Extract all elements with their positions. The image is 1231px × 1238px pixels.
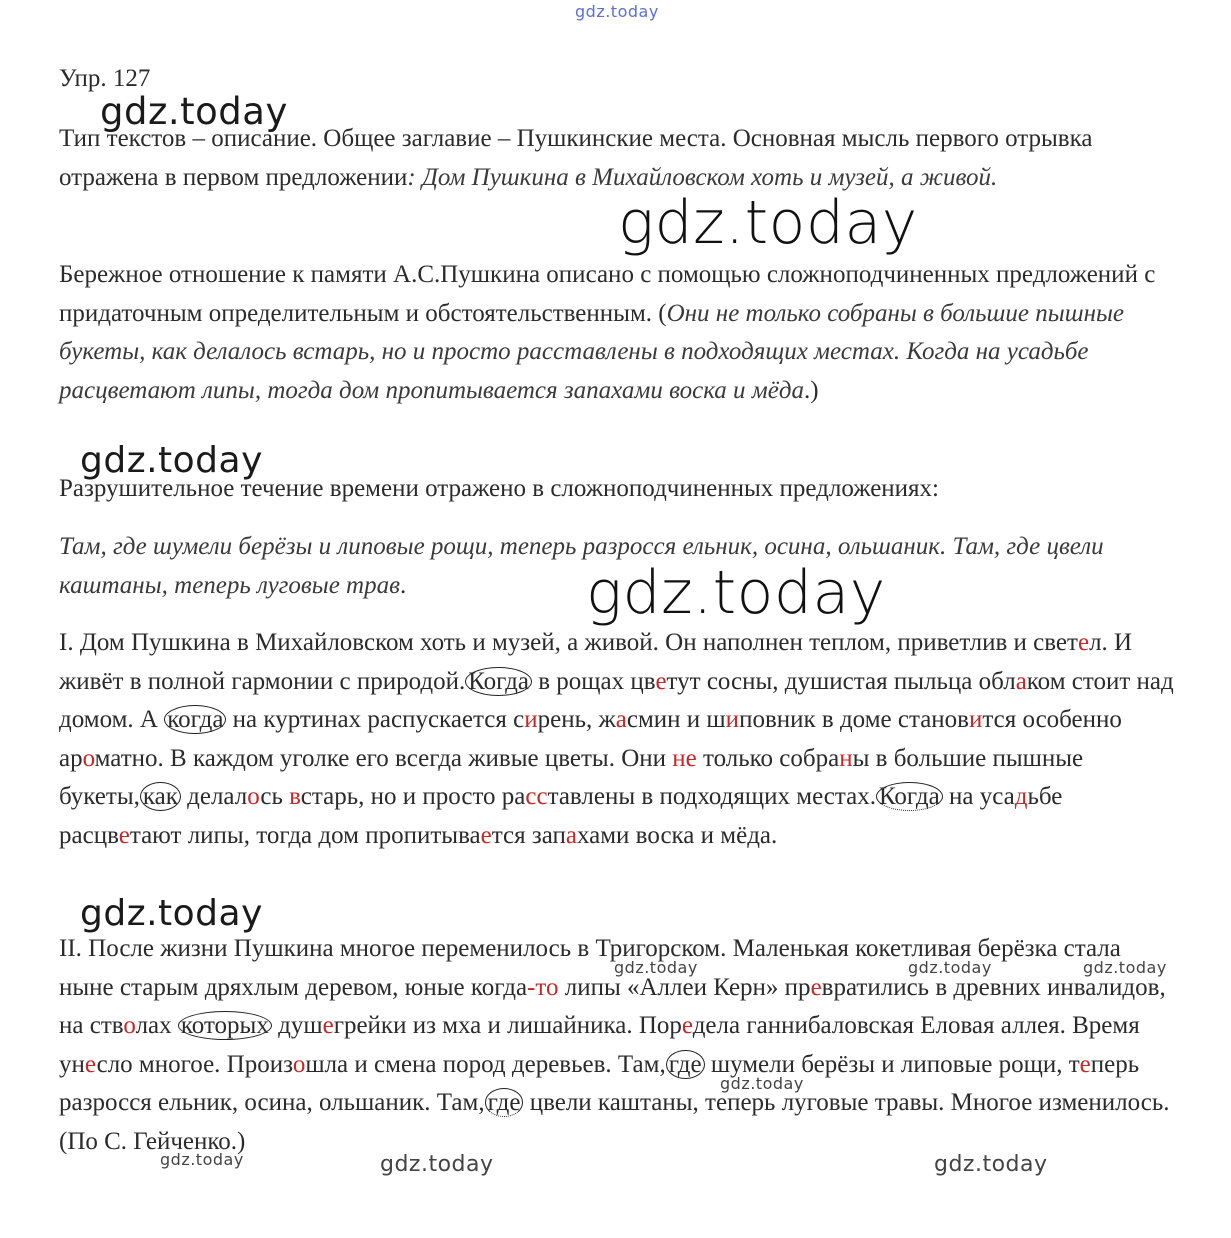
watermark: gdz.today bbox=[160, 1150, 244, 1169]
watermark: gdz.today bbox=[80, 893, 263, 934]
exercise-heading: Упр. 127 bbox=[59, 65, 151, 92]
watermark: gdz.today bbox=[586, 558, 886, 628]
watermark: gdz.today bbox=[934, 1152, 1048, 1177]
intro-paragraph bbox=[59, 120, 1179, 197]
analysis-paragraph bbox=[59, 256, 1179, 410]
intro-quote: Дом Пушкина в Михайловском хоть и музей, а живой. bbox=[422, 163, 998, 191]
watermark: gdz.today bbox=[720, 1074, 804, 1093]
intro-text: Тип текстов – описание. Общее заглавие – Пушкинские места. Основная мысль первого отрывка отражена в первом предложении bbox=[59, 125, 1093, 191]
watermark: gdz.today bbox=[618, 188, 918, 258]
analysis-close: .) bbox=[804, 376, 819, 404]
time-quote-paragraph bbox=[59, 528, 1179, 605]
watermark: gdz.today bbox=[614, 958, 698, 977]
time-paragraph: Разрушительное течение времени отражено в сложноподчиненных предложениях: bbox=[59, 475, 939, 502]
time-quote-end: . bbox=[399, 571, 407, 599]
text-two: II. После жизни Пушкина многое переменилось в Тригорском. Маленькая кокетливая берёзка стала ныне старым дряхлым деревом, юные когда-то липы «Аллеи Керн» превратились в древних инвалидов, на стволах которых душегрейки из мха и лишайника. Поредела ганнибаловская Еловая аллея. Время унесло многое. Произошла и смена пород деревьев. Там, где шумели берёзы и липовые рощи, теперь разросся ельник, осина, ольшаник. Там, где цвели каштаны, теперь луговые травы. Многое изменилось.(По С. Гейченко.) bbox=[59, 935, 1170, 1155]
text-one: I. Дом Пушкина в Михайловском хоть и музей, а живой. Он наполнен теплом, приветлив и светел. И живёт в полной гармонии с природой. Когда в рощах цветут сосны, душистая пыльца облаком стоит над домом. А когда на куртинах распускается сирень, жасмин и шиповник в доме становится особенно ароматно. В каждом уголке его всегда живые цветы. Они не только собраны в большие пышные букеты, как делалось встарь, но и просто расставлены в подходящих местах. Когда на усадьбе расцветают липы, тогда дом пропитывается запахами воска и мёда. bbox=[59, 629, 1174, 849]
intro-colon: : bbox=[407, 163, 416, 191]
watermark: gdz.today bbox=[100, 90, 288, 133]
analysis-text: Бережное отношение к памяти А.С.Пушкина описано с помощью сложноподчиненных предложений с придаточным определительным и обстоятельственным. ( bbox=[59, 261, 1156, 327]
time-quote: Там, где шумели берёзы и липовые рощи, теперь разросся ельник, осина, ольшаник. Там, где цвели каштаны, теперь луговые трав bbox=[59, 533, 1104, 599]
watermark-top: gdz.today bbox=[575, 2, 659, 21]
watermark: gdz.today bbox=[80, 440, 263, 481]
watermark: gdz.today bbox=[380, 1152, 494, 1177]
watermark: gdz.today bbox=[908, 958, 992, 977]
analysis-quote: Они не только собраны в большие пышные букеты, как делалось встарь, но и просто расставлены в подходящих местах. Когда на усадьбе расцветают липы, тогда дом пропитывается запахами воска и мёда bbox=[59, 299, 1125, 404]
watermark: gdz.today bbox=[1083, 958, 1167, 977]
